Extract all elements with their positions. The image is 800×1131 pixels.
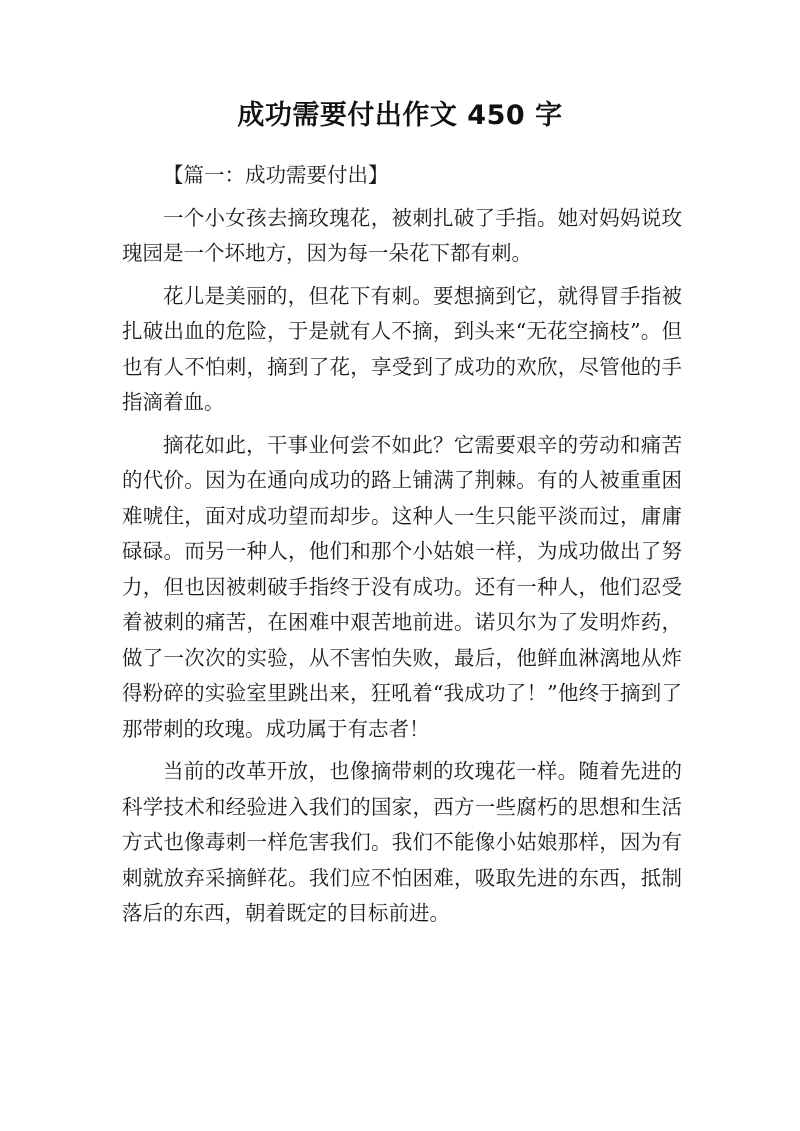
section-heading: 【篇一：成功需要付出】: [163, 163, 389, 187]
paragraph-2: 花儿是美丽的，但花下有刺。要想摘到它，就得冒手指被扎破出血的危险，于是就有人不摘，到头来“无花空摘枝”。但也有人不怕刺，摘到了花，享受到了成功的欢欣，尽管他的手指滴着血。: [122, 283, 682, 414]
document-title: 成功需要付出作文 450 字: [237, 100, 563, 131]
paragraph-4: 当前的改革开放，也像摘带刺的玫瑰花一样。随着先进的科学技术和经验进入我们的国家，西方一些腐朽的思想和生活方式也像毒刺一样危害我们。我们不能像小姑娘那样，因为有刺就放弃采摘鲜花。我们应不怕困难，吸取先进的东西，抵制落后的东西，朝着既定的目标前进。: [122, 759, 682, 925]
paragraph-3: 摘花如此，干事业何尝不如此？它需要艰辛的劳动和痛苦的代价。因为在通向成功的路上铺满了荆棘。有的人被重重困难唬住，面对成功望而却步。这种人一生只能平淡而过，庸庸碌碌。而另一种人，他们和那个小姑娘一样，为成功做出了努力，但也因被刺破手指终于没有成功。还有一种人，他们忍受着被刺的痛苦，在困难中艰苦地前进。诺贝尔为了发明炸药，做了一次次的实验，从不害怕失败，最后，他鲜血淋漓地从炸得粉碎的实验室里跳出来，狂吼着“我成功了！”他终于摘到了那带刺的玫瑰。成功属于有志者！: [122, 432, 682, 741]
document-body: [122, 158, 682, 932]
paragraph-1: 一个小女孩去摘玫瑰花，被刺扎破了手指。她对妈妈说玫瑰园是一个坏地方，因为每一朵花下都有刺。: [122, 205, 682, 265]
